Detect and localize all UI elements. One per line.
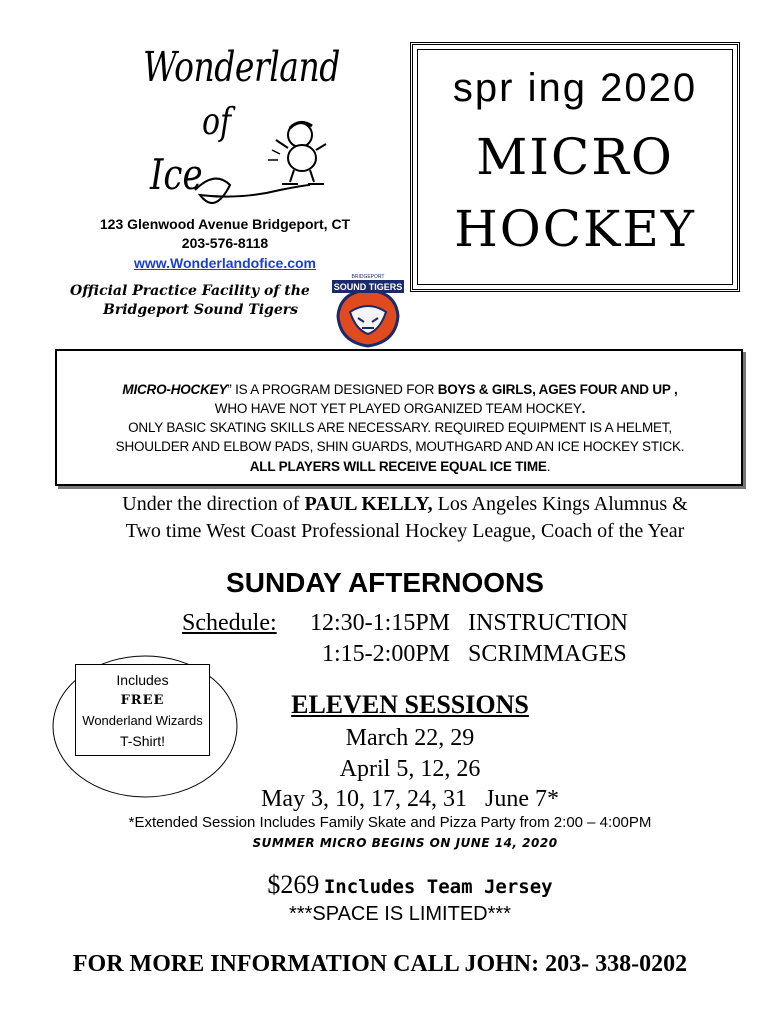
- space-limited-note: ***SPACE IS LIMITED***: [289, 903, 511, 925]
- schedule-day-heading: SUNDAY AFTERNOONS: [226, 567, 544, 598]
- program-title-hockey: HOCKEY: [454, 200, 696, 258]
- description-line-5: [60, 459, 740, 474]
- description-line-2-text: WHO HAVE NOT YET PLAYED ORGANIZED TEAM HOCKEY: [214, 401, 582, 416]
- promo-includes: Includes: [116, 672, 169, 688]
- season-title: spr ing 2020: [452, 66, 698, 110]
- tagline-line-1: Official Practice Facility of the: [70, 283, 310, 299]
- description-line-1: [60, 382, 740, 397]
- price-includes: Includes Team Jersey: [323, 876, 553, 898]
- website-link[interactable]: www.Wonderlandofice.com: [133, 255, 317, 271]
- price-line: [0, 870, 770, 900]
- coach-credential: Los Angeles Kings Alumnus &: [432, 493, 688, 515]
- schedule-slot-scrimmage: 1:15-2:00PM SCRIMMAGES: [322, 641, 627, 667]
- skater-icon: [268, 122, 326, 184]
- coach-line-1: [40, 493, 770, 516]
- logo-swoosh: [195, 179, 310, 203]
- description-line-5-text: ALL PLAYERS WILL RECEIVE EQUAL ICE TIME: [249, 459, 547, 474]
- description-mid: ” IS A PROGRAM DESIGNED FOR: [227, 382, 438, 397]
- promo-tshirt: T-Shirt!: [119, 733, 166, 749]
- description-line-2: [60, 401, 740, 416]
- session-dates-march: March 22, 29: [345, 725, 475, 751]
- badge-top-text: BRIDGEPORT: [351, 274, 385, 280]
- session-dates-may-june: May 3, 10, 17, 24, 31 June 7*: [261, 786, 559, 812]
- description-audience: BOYS & GIRLS, AGES FOUR AND UP ,: [437, 382, 678, 397]
- sessions-heading: ELEVEN SESSIONS: [291, 690, 529, 719]
- summer-micro-note: SUMMER MICRO BEGINS ON JUNE 14, 2020: [252, 836, 558, 850]
- tagline-line-2: Bridgeport Sound Tigers: [103, 302, 299, 318]
- coach-intro: Under the direction of: [122, 493, 305, 515]
- price-amount: $269: [267, 870, 320, 899]
- coach-name: PAUL KELLY,: [304, 493, 433, 515]
- contact-info: FOR MORE INFORMATION CALL JOHN: 203- 338-0202: [72, 951, 688, 977]
- coach-line-2: Two time West Coast Professional Hockey League, Coach of the Year: [125, 520, 685, 542]
- promo-wizards: Wonderland Wizards: [82, 713, 203, 728]
- logo-wonderland-text: Wonderland: [143, 42, 340, 91]
- description-line-3: ONLY BASIC SKATING SKILLS ARE NECESSARY. REQUIRED EQUIPMENT IS A HELMET,: [128, 420, 672, 435]
- description-line-4: SHOULDER AND ELBOW PADS, SHIN GUARDS, MOUTHGARD AND AN ICE HOCKEY STICK.: [115, 439, 685, 454]
- logo-ice-text: Ice: [150, 150, 203, 200]
- badge-name: SOUND TIGERS: [333, 282, 403, 292]
- description-lead: MICRO-HOCKEY: [122, 382, 228, 397]
- extended-session-note: *Extended Session Includes Family Skate and Pizza Party from 2:00 – 4:00PM: [128, 814, 652, 831]
- description-line-2-dot: .: [581, 401, 586, 416]
- schedule-label: Schedule:: [182, 610, 277, 636]
- address-phone: 203-576-8118: [181, 235, 269, 251]
- schedule-slot-instruction: 12:30-1:15PM INSTRUCTION: [310, 610, 629, 636]
- description-line-5-dot: .: [546, 459, 551, 474]
- logo-of-text: of: [202, 100, 232, 144]
- promo-free: FREE: [120, 693, 165, 708]
- program-title-micro: MICRO: [476, 128, 674, 186]
- sound-tigers-logo: [328, 272, 408, 348]
- address-street: 123 Glenwood Avenue Bridgeport, CT: [99, 216, 351, 232]
- session-dates-april: April 5, 12, 26: [339, 756, 481, 782]
